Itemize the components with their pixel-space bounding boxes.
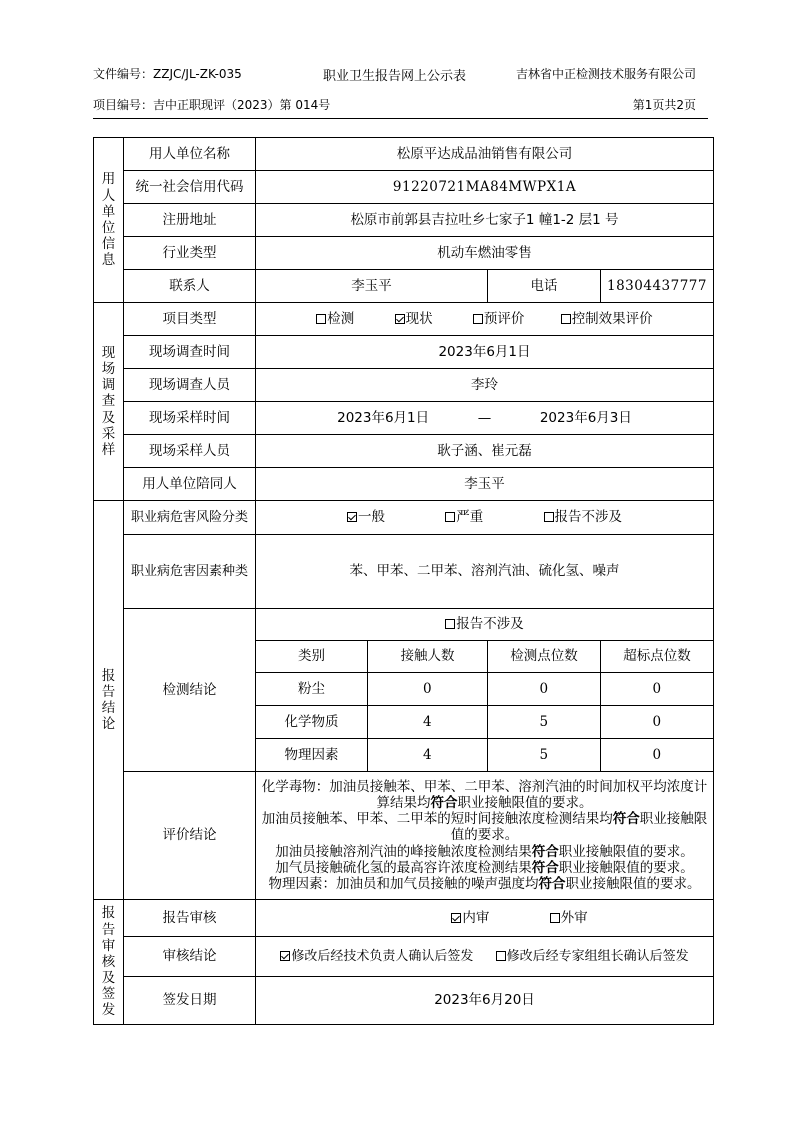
registered-address: 松原市前郭县吉拉吐乡七家子1 幢1-2 层1 号 xyxy=(256,204,714,237)
evaluation-conclusion-label: 评价结论 xyxy=(124,772,256,900)
option-internal-review[interactable]: 内审 xyxy=(451,910,489,926)
option-not-involved[interactable]: 报告不涉及 xyxy=(544,509,623,525)
review-options xyxy=(256,900,714,937)
section-review-issue: 报 告 审 核 及 签 发 xyxy=(94,900,124,1025)
phone-number: 18304437777 xyxy=(601,270,714,303)
survey-time: 2023年6月1日 xyxy=(256,336,714,369)
review-result-label: 审核结论 xyxy=(124,937,256,977)
credit-code: 91220721MA84MWPX1A xyxy=(256,171,714,204)
checkbox-icon[interactable] xyxy=(544,512,554,522)
section-report-conclusion: 报 告 结 论 xyxy=(94,501,124,900)
document-title: 职业卫生报告网上公示表 xyxy=(323,69,467,84)
eval-line: 加气员接触硫化氢的最高容许浓度检测结果符合职业接触限值的要求。 xyxy=(275,859,694,876)
checkbox-icon[interactable] xyxy=(445,619,455,629)
review-result-options xyxy=(256,937,714,977)
table-cell: 4 xyxy=(368,706,488,739)
option-general[interactable]: 一般 xyxy=(347,509,385,525)
risk-class-label: 职业病危害风险分类 xyxy=(124,501,256,535)
option-external-review[interactable]: 外审 xyxy=(550,910,588,926)
sampling-end: 2023年6月3日 xyxy=(539,409,632,426)
hazard-factors: 苯、甲苯、二甲苯、溶剂汽油、硫化氢、噪声 xyxy=(256,535,714,609)
checkbox-checked-icon[interactable] xyxy=(451,913,461,923)
checkbox-checked-icon[interactable] xyxy=(395,314,405,324)
table-cell: 化学物质 xyxy=(256,706,368,739)
table-cell: 粉尘 xyxy=(256,673,368,706)
eval-line: 加油员接触溶剂汽油的峰接触浓度检测结果符合职业接触限值的要求。 xyxy=(275,843,694,860)
eval-line: 化学毒物：加油员接触苯、甲苯、二甲苯、溶剂汽油的时间加权平均浓度计算结果均符合职业接触限值的要求。 xyxy=(261,778,708,812)
industry-type: 机动车燃油零售 xyxy=(256,237,714,270)
checkbox-icon[interactable] xyxy=(561,314,571,324)
sampling-time xyxy=(256,402,714,435)
table-cell: 物理因素 xyxy=(256,739,368,772)
credit-code-label: 统一社会信用代码 xyxy=(124,171,256,204)
section-site-survey: 现 场 调 查 及 采 样 xyxy=(94,303,124,501)
option-serious[interactable]: 严重 xyxy=(445,509,483,525)
detect-header-exceed: 超标点位数 xyxy=(601,641,714,673)
checkbox-icon[interactable] xyxy=(550,913,560,923)
survey-person-label: 现场调查人员 xyxy=(124,369,256,402)
option-control-effect[interactable]: 控制效果评价 xyxy=(561,311,653,327)
option-pre-evaluation[interactable]: 预评价 xyxy=(473,311,525,327)
table-cell: 0 xyxy=(488,673,601,706)
eval-line: 物理因素：加油员和加气员接触的噪声强度均符合职业接触限值的要求。 xyxy=(268,875,701,892)
contact-person: 李玉平 xyxy=(256,270,488,303)
table-cell: 5 xyxy=(488,706,601,739)
project-number: 项目编号：吉中正职现评（2023）第 014号 xyxy=(93,98,331,112)
table-cell: 4 xyxy=(368,739,488,772)
eval-line: 加油员接触苯、甲苯、二甲苯的短时间接触浓度检测结果均符合职业接触限值的要求。 xyxy=(261,811,708,844)
file-number: 文件编号：ZZJC/JL-ZK-035 xyxy=(93,67,242,81)
sampling-start: 2023年6月1日 xyxy=(337,409,430,426)
disclosure-table xyxy=(93,137,714,1025)
table-cell: 0 xyxy=(601,739,714,772)
sampler-names: 耿子涵、崔元磊 xyxy=(256,435,714,468)
option-expert-lead-confirm[interactable]: 修改后经专家组组长确认后签发 xyxy=(496,949,689,965)
issue-date: 2023年6月20日 xyxy=(256,977,714,1025)
page-info: 第1页共2页 xyxy=(632,98,696,112)
table-cell: 5 xyxy=(488,739,601,772)
detect-header-exposed: 接触人数 xyxy=(368,641,488,673)
sampler-label: 现场采样人员 xyxy=(124,435,256,468)
header-divider xyxy=(93,118,708,119)
checkbox-checked-icon[interactable] xyxy=(280,951,290,961)
survey-person: 李玲 xyxy=(256,369,714,402)
checkbox-icon[interactable] xyxy=(473,314,483,324)
option-tech-lead-confirm[interactable]: 修改后经技术负责人确认后签发 xyxy=(280,949,473,965)
checkbox-checked-icon[interactable] xyxy=(347,512,357,522)
contact-label: 联系人 xyxy=(124,270,256,303)
checkbox-icon[interactable] xyxy=(445,512,455,522)
detection-not-involved[interactable]: 报告不涉及 xyxy=(256,609,714,641)
company-name: 吉林省中正检测技术服务有限公司 xyxy=(515,67,696,81)
hazard-factors-label: 职业病危害因素种类 xyxy=(124,535,256,609)
table-cell: 0 xyxy=(601,673,714,706)
employer-name: 松原平达成品油销售有限公司 xyxy=(256,138,714,171)
review-label: 报告审核 xyxy=(124,900,256,937)
phone-label: 电话 xyxy=(488,270,601,303)
escort-label: 用人单位陪同人 xyxy=(124,468,256,501)
escort-name: 李玉平 xyxy=(256,468,714,501)
detection-conclusion-label: 检测结论 xyxy=(124,609,256,772)
detect-header-points: 检测点位数 xyxy=(488,641,601,673)
table-cell: 0 xyxy=(601,706,714,739)
industry-label: 行业类型 xyxy=(124,237,256,270)
checkbox-icon[interactable] xyxy=(496,951,506,961)
address-label: 注册地址 xyxy=(124,204,256,237)
sampling-separator: — xyxy=(477,409,492,426)
section-employer-info: 用 人 单 位 信 息 xyxy=(94,138,124,303)
employer-name-label: 用人单位名称 xyxy=(124,138,256,171)
risk-class-options xyxy=(256,501,714,535)
checkbox-icon[interactable] xyxy=(316,314,326,324)
evaluation-conclusion xyxy=(256,772,714,900)
project-type-label: 项目类型 xyxy=(124,303,256,336)
table-cell: 0 xyxy=(368,673,488,706)
option-status[interactable]: 现状 xyxy=(395,311,433,327)
issue-date-label: 签发日期 xyxy=(124,977,256,1025)
survey-time-label: 现场调查时间 xyxy=(124,336,256,369)
sampling-time-label: 现场采样时间 xyxy=(124,402,256,435)
option-detection[interactable]: 检测 xyxy=(316,311,354,327)
project-type-options xyxy=(256,303,714,336)
detect-header-category: 类别 xyxy=(256,641,368,673)
